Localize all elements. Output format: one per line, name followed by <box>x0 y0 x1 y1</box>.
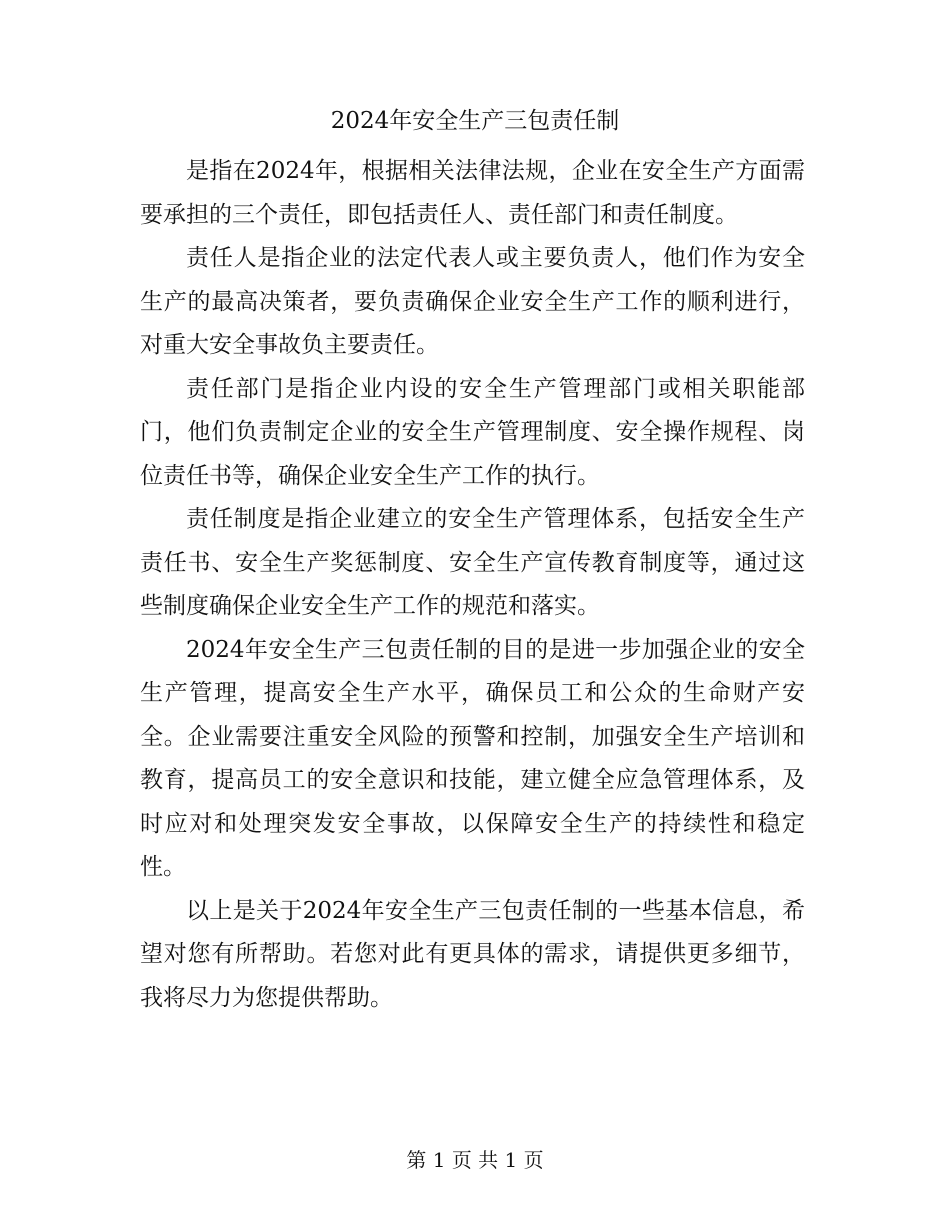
paragraph-responsibility-system: 责任制度是指企业建立的安全生产管理体系，包括安全生产责任书、安全生产奖惩制度、安全生产宣传教育制度等，通过这些制度确保企业安全生产工作的规范和落实。 <box>140 506 805 619</box>
paragraph-closing: 以上是关于2024年安全生产三包责任制的一些基本信息，希望对您有所帮助。若您对此有更具体的需求，请提供更多细节，我将尽力为您提供帮助。 <box>140 897 805 1011</box>
paragraph-responsible-person: 责任人是指企业的法定代表人或主要负责人，他们作为安全生产的最高决策者，要负责确保企业安全生产工作的顺利进行，对重大安全事故负主要责任。 <box>140 245 805 358</box>
paragraph-intro: 是指在2024年，根据相关法律法规，企业在安全生产方面需要承担的三个责任，即包括责任人、责任部门和责任制度。 <box>140 158 805 228</box>
paragraph-responsible-department: 责任部门是指企业内设的安全生产管理部门或相关职能部门，他们负责制定企业的安全生产管理制度、安全操作规程、岗位责任书等，确保企业安全生产工作的执行。 <box>140 375 805 489</box>
page-number-label: 第 1 页 共 1 页 <box>406 1148 544 1172</box>
document-body <box>140 150 805 1020</box>
page-footer <box>0 1146 950 1174</box>
paragraph-purpose: 2024年安全生产三包责任制的目的是进一步加强企业的安全生产管理，提高安全生产水平，确保员工和公众的生命财产安全。企业需要注重安全风险的预警和控制，加强安全生产培训和教育，提高员工的安全意识和技能，建立健全应急管理体系，及时应对和处理突发安全事故，以保障安全生产的持续性和稳定性。 <box>140 636 805 880</box>
document-title: 2024年安全生产三包责任制 <box>330 108 620 134</box>
